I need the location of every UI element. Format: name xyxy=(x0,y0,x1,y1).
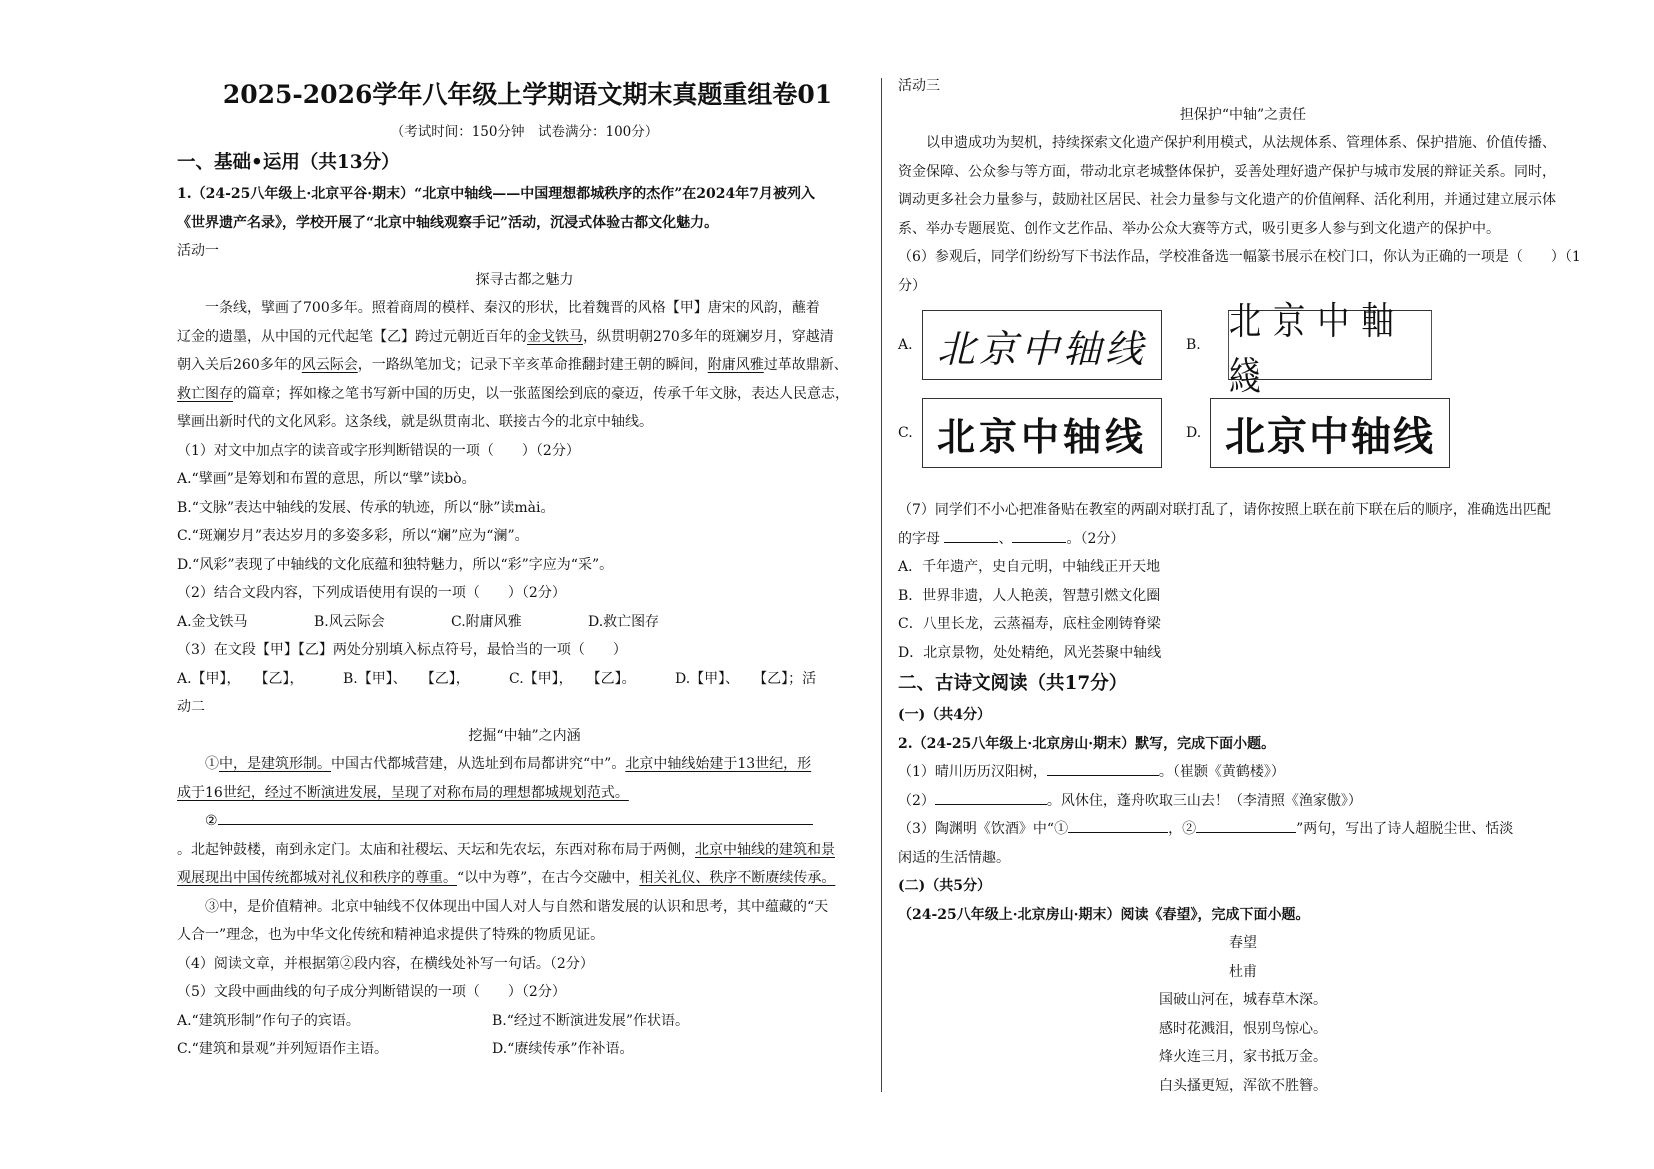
text-span: 过革故鼎新、 xyxy=(763,357,848,373)
sentence-underlined: 相关礼仪、秩序不断赓续传承。 xyxy=(639,870,836,886)
text-span: 的篇章；挥如椽之笔书写新中国的历史，以一张蓝图绘到底的豪迈，传承千年文脉，表达人民意志， xyxy=(233,385,849,402)
q1-5-option-c: C.“建筑和景观”并列短语作主语。 xyxy=(177,1041,388,1057)
passage4-line1: 以申遗成功为契机，持续探索文化遗产保护利用模式，从法规体系、管理体系、保护措施、价值传播、 xyxy=(926,135,1556,151)
q1-1-option-d: D.“风彩”表现了中轴线的文化底蕴和独特魅力，所以“彩”字应为“采”。 xyxy=(177,556,614,573)
passage2-line5 xyxy=(177,864,872,893)
passage1-line5: 擘画出新时代的文化风彩。这条线，就是纵贯南北、联接古今的北京中轴线。 xyxy=(177,414,653,430)
option-letter: A. xyxy=(898,337,913,353)
sentence-underlined: 观展现出中国传统都城对礼仪和秩序的尊重。 xyxy=(177,870,457,886)
q1-7-option-d: D．北京景物，处处精绝，风光荟聚中轴线 xyxy=(898,644,1162,661)
calligraphy-box-c: 北京中轴线 xyxy=(922,398,1162,468)
subsection-1: (一)（共4分） xyxy=(898,707,991,723)
q1-2-option-c: C.附庸风雅 xyxy=(451,613,522,630)
q1-7-option-c: C．八里长龙，云蒸福寿，底柱金刚铸脊梁 xyxy=(898,616,1161,632)
option-letter: B. xyxy=(1186,337,1201,353)
q1-3-option-a: A.【甲】， 【乙】， xyxy=(177,670,304,687)
q3-intro: （24-25八年级上·北京房山·期末）阅读《春望》，完成下面小题。 xyxy=(898,906,1310,923)
activity1-label: 活动一 xyxy=(177,243,219,259)
q1-7-stem: （7）同学们不小心把准备贴在教室的两副对联打乱了，请你按照上联在前下联在后的顺序，准确选出匹配 xyxy=(898,502,1551,518)
text-span: 辽金的遗墨，从中国的元代起笔【乙】跨过元朝近百年的 xyxy=(177,328,527,345)
subsection-2: (二)（共5分） xyxy=(898,878,991,894)
q1-4-stem: （4）阅读文章，并根据第②段内容，在横线处补写一句话。（2分） xyxy=(177,955,594,972)
sentence-underlined: 北京中轴线的建筑和景 xyxy=(695,841,835,858)
answer-blank[interactable] xyxy=(1047,759,1159,776)
activity1-title: 探寻古都之魅力 xyxy=(475,271,574,288)
passage4-line3: 调动更多社会力量参与，鼓励社区居民、社会力量参与文化遗产的价值阐释、活化利用，并通过建立展示体 xyxy=(898,192,1556,208)
passage2-line2 xyxy=(177,779,872,808)
passage1-line2 xyxy=(177,323,872,352)
text-span: ① xyxy=(205,756,219,772)
text-span: “以中为尊”，在古今交融中， xyxy=(457,870,640,886)
q1-1-option-a: A.“擘画”是筹划和布置的意思，所以“擘”读bò。 xyxy=(177,471,476,487)
passage1-line3 xyxy=(177,351,872,380)
section-heading-1: 一、基础•运用（共13分） xyxy=(177,152,400,173)
q2-intro: 2.（24-25八年级上·北京房山·期末）默写，完成下面小题。 xyxy=(898,735,1276,752)
activity2-title: 挖掘“中轴”之内涵 xyxy=(468,727,581,744)
calligraphy-option-a[interactable] xyxy=(898,310,1162,380)
calligraphy-box-d: 北京中轴线 xyxy=(1210,398,1450,468)
q1-7-option-b: B．世界非遗，人人艳羡，智慧引燃文化圈 xyxy=(898,587,1161,604)
q1-1-stem: （1）对文中加点字的读音或字形判断错误的一项（ ）（2分） xyxy=(177,442,580,459)
text-span: 、 xyxy=(998,530,1013,547)
q1-5-options-row1 xyxy=(177,1007,872,1036)
answer-blank-2[interactable] xyxy=(1012,526,1066,543)
q1-3-stem: （3）在文段【甲】【乙】两处分别填入标点符号，最恰当的一项（ ） xyxy=(177,642,627,658)
passage1-line4 xyxy=(177,380,872,409)
poem-line: 烽火连三月，家书抵万金。 xyxy=(1159,1049,1327,1065)
q2-2 xyxy=(898,787,1588,816)
q1-5-options-row2 xyxy=(177,1035,872,1064)
passage3-line1: ③中，是价值精神。北京中轴线不仅体现出中国人对人与自然和谐发展的认识和思考，其中蕴藏的“天 xyxy=(205,898,829,915)
sentence-underlined: 北京中轴线始建于13世纪，形 xyxy=(625,756,812,772)
answer-blank[interactable] xyxy=(935,788,1047,805)
poem-line: 感时花溅泪，恨别鸟惊心。 xyxy=(1159,1020,1327,1037)
q1-5-option-a: A.“建筑形制”作句子的宾语。 xyxy=(177,1012,360,1029)
answer-blank[interactable] xyxy=(1196,816,1296,833)
option-letter: D. xyxy=(1186,425,1202,441)
q1-5-option-b: B.“经过不断演进发展”作状语。 xyxy=(492,1012,690,1029)
q1-2-option-a: A.金戈铁马 xyxy=(177,613,248,630)
activity2-label: 动二 xyxy=(177,699,205,715)
text-span: ② xyxy=(205,813,218,829)
passage2-line4 xyxy=(177,836,872,865)
activity3-label: 活动三 xyxy=(898,78,940,94)
q2-3-cont: 闲适的生活情趣。 xyxy=(898,849,1010,866)
q1-5-stem: （5）文段中画曲线的句子成分判断错误的一项（ ）（2分） xyxy=(177,984,566,1000)
q1-intro-line2: 《世界遗产名录》，学校开展了“北京中轴线观察手记”活动，沉浸式体验古都文化魅力。 xyxy=(177,214,719,231)
idiom-underlined: 风云际会 xyxy=(301,357,358,373)
poem-author: 杜甫 xyxy=(1229,963,1257,980)
calligraphy-options xyxy=(898,299,1588,490)
section-heading-2: 二、古诗文阅读（共17分） xyxy=(898,673,1128,694)
q1-3-options xyxy=(177,665,872,694)
q1-7-answer-line xyxy=(898,525,1588,554)
text-span: 朝入关后260多年的 xyxy=(177,357,302,373)
text-span: ，纵贯明朝270多年的斑斓岁月，穿越清 xyxy=(583,328,834,345)
column-divider xyxy=(881,78,882,1092)
q1-7-option-a: A．千年遗产，史自元明，中轴线正开天地 xyxy=(898,559,1161,575)
passage1-line1: 一条线，擘画了700多年。照着商周的模样、秦汉的形状，比着魏晋的风格【甲】唐宋的风韵，蘸着 xyxy=(205,300,820,316)
text-span: 的字母 xyxy=(898,530,940,547)
answer-blank-1[interactable] xyxy=(944,526,998,543)
q1-3-option-d: D.【甲】、 【乙】；活 xyxy=(675,670,817,687)
text-span: （1）晴川历历汉阳树， xyxy=(898,764,1047,780)
passage2-line3 xyxy=(177,807,872,836)
q1-6-stem-cont: 分） xyxy=(898,277,926,294)
text-span: 。（崔颢《黄鹤楼》） xyxy=(1158,764,1285,780)
idiom-underlined: 金戈铁马 xyxy=(527,328,583,345)
answer-blank[interactable] xyxy=(1068,816,1168,833)
q2-1 xyxy=(898,758,1588,787)
activity3-title: 担保护“中轴”之责任 xyxy=(1179,106,1307,123)
text-span: （2） xyxy=(898,792,935,809)
q1-2-option-b: B.风云际会 xyxy=(314,613,385,630)
q1-6-stem: （6）参观后，同学们纷纷写下书法作品，学校准备选一幅篆书展示在校门口，你认为正确的一项是（ ）（1 xyxy=(898,249,1581,265)
passage4-line4: 系、举办专题展览、创作文艺作品、举办公众大赛等方式，吸引更多人参与到文化遗产的保护中。 xyxy=(898,220,1500,237)
sentence-underlined: 成于16世纪，经过不断演进发展，呈现了对称布局的理想都城规划范式。 xyxy=(177,784,629,801)
exam-info: （考试时间：150分钟 试卷满分：100分） xyxy=(390,124,659,140)
calligraphy-option-d[interactable] xyxy=(1186,398,1450,468)
text-span: （3）陶渊明《饮酒》中“① xyxy=(898,821,1069,837)
passage3-line2: 人合一”理念，也为中华文化传统和精神追求提供了特殊的物质见证。 xyxy=(177,927,605,943)
q1-intro-line1: 1.（24-25八年级上·北京平谷·期末）“北京中轴线——中国理想都城秩序的杰作”在2024年7月被列入 xyxy=(177,186,815,202)
calligraphy-option-c[interactable] xyxy=(898,398,1162,468)
calligraphy-box-a: 北京中轴线 xyxy=(922,310,1162,380)
text-span: 。（2分） xyxy=(1066,530,1125,547)
passage4-line2: 资金保障、公众参与等方面，带动北京老城整体保护，妥善处理好遗产保护与城市发展的辩证关系。同时， xyxy=(898,163,1556,180)
text-span: ”两句，写出了诗人超脱尘世、恬淡 xyxy=(1296,821,1514,837)
q1-2-options xyxy=(177,608,872,637)
calligraphy-box-b: 北京中軸綫 xyxy=(1228,310,1432,380)
q1-3-option-c: C.【甲】， 【乙】。 xyxy=(509,670,636,687)
poem-line: 国破山河在，城春草木深。 xyxy=(1159,992,1327,1008)
sentence-underlined: 中，是建筑形制。 xyxy=(219,756,331,772)
q1-3-option-b: B.【甲】、 【乙】， xyxy=(343,670,470,687)
right-column xyxy=(898,72,1588,1100)
page-title: 2025-2026学年八年级上学期语文期末真题重组卷01 xyxy=(222,80,833,109)
poem-line: 白头搔更短，浑欲不胜簪。 xyxy=(1159,1077,1327,1094)
text-span: 。北起钟鼓楼，南到永定门。太庙和社稷坛、天坛和先农坛，东西对称布局于两侧， xyxy=(177,841,695,858)
text-span: ，一路纵笔加戈；记录下辛亥革命推翻封建王朝的瞬间， xyxy=(357,357,708,373)
text-span: 。风休住，蓬舟吹取三山去！（李清照《渔家傲》） xyxy=(1046,792,1362,809)
passage2-line1 xyxy=(177,750,872,779)
text-span: ，② xyxy=(1168,821,1197,837)
fill-blank-line[interactable] xyxy=(218,808,813,825)
left-column xyxy=(177,72,872,1064)
q1-5-option-d: D.“赓续传承”作补语。 xyxy=(492,1041,634,1057)
poem-title: 春望 xyxy=(1229,935,1257,951)
q1-2-stem: （2）结合文段内容，下列成语使用有误的一项（ ）（2分） xyxy=(177,585,566,601)
idiom-underlined: 附庸风雅 xyxy=(707,357,764,373)
q2-3 xyxy=(898,815,1588,844)
calligraphy-option-b[interactable] xyxy=(1186,299,1450,398)
q1-1-option-b: B.“文脉”表达中轴线的发展、传承的轨迹，所以“脉”读mài。 xyxy=(177,499,555,516)
idiom-underlined: 救亡图存 xyxy=(177,385,233,402)
option-letter: C. xyxy=(898,425,913,441)
text-span: 中国古代都城营建，从选址到布局都讲究“中”。 xyxy=(331,756,626,772)
q1-2-option-d: D.救亡图存 xyxy=(588,613,660,630)
q1-1-option-c: C.“斑斓岁月”表达岁月的多姿多彩，所以“斓”应为“澜”。 xyxy=(177,528,529,544)
